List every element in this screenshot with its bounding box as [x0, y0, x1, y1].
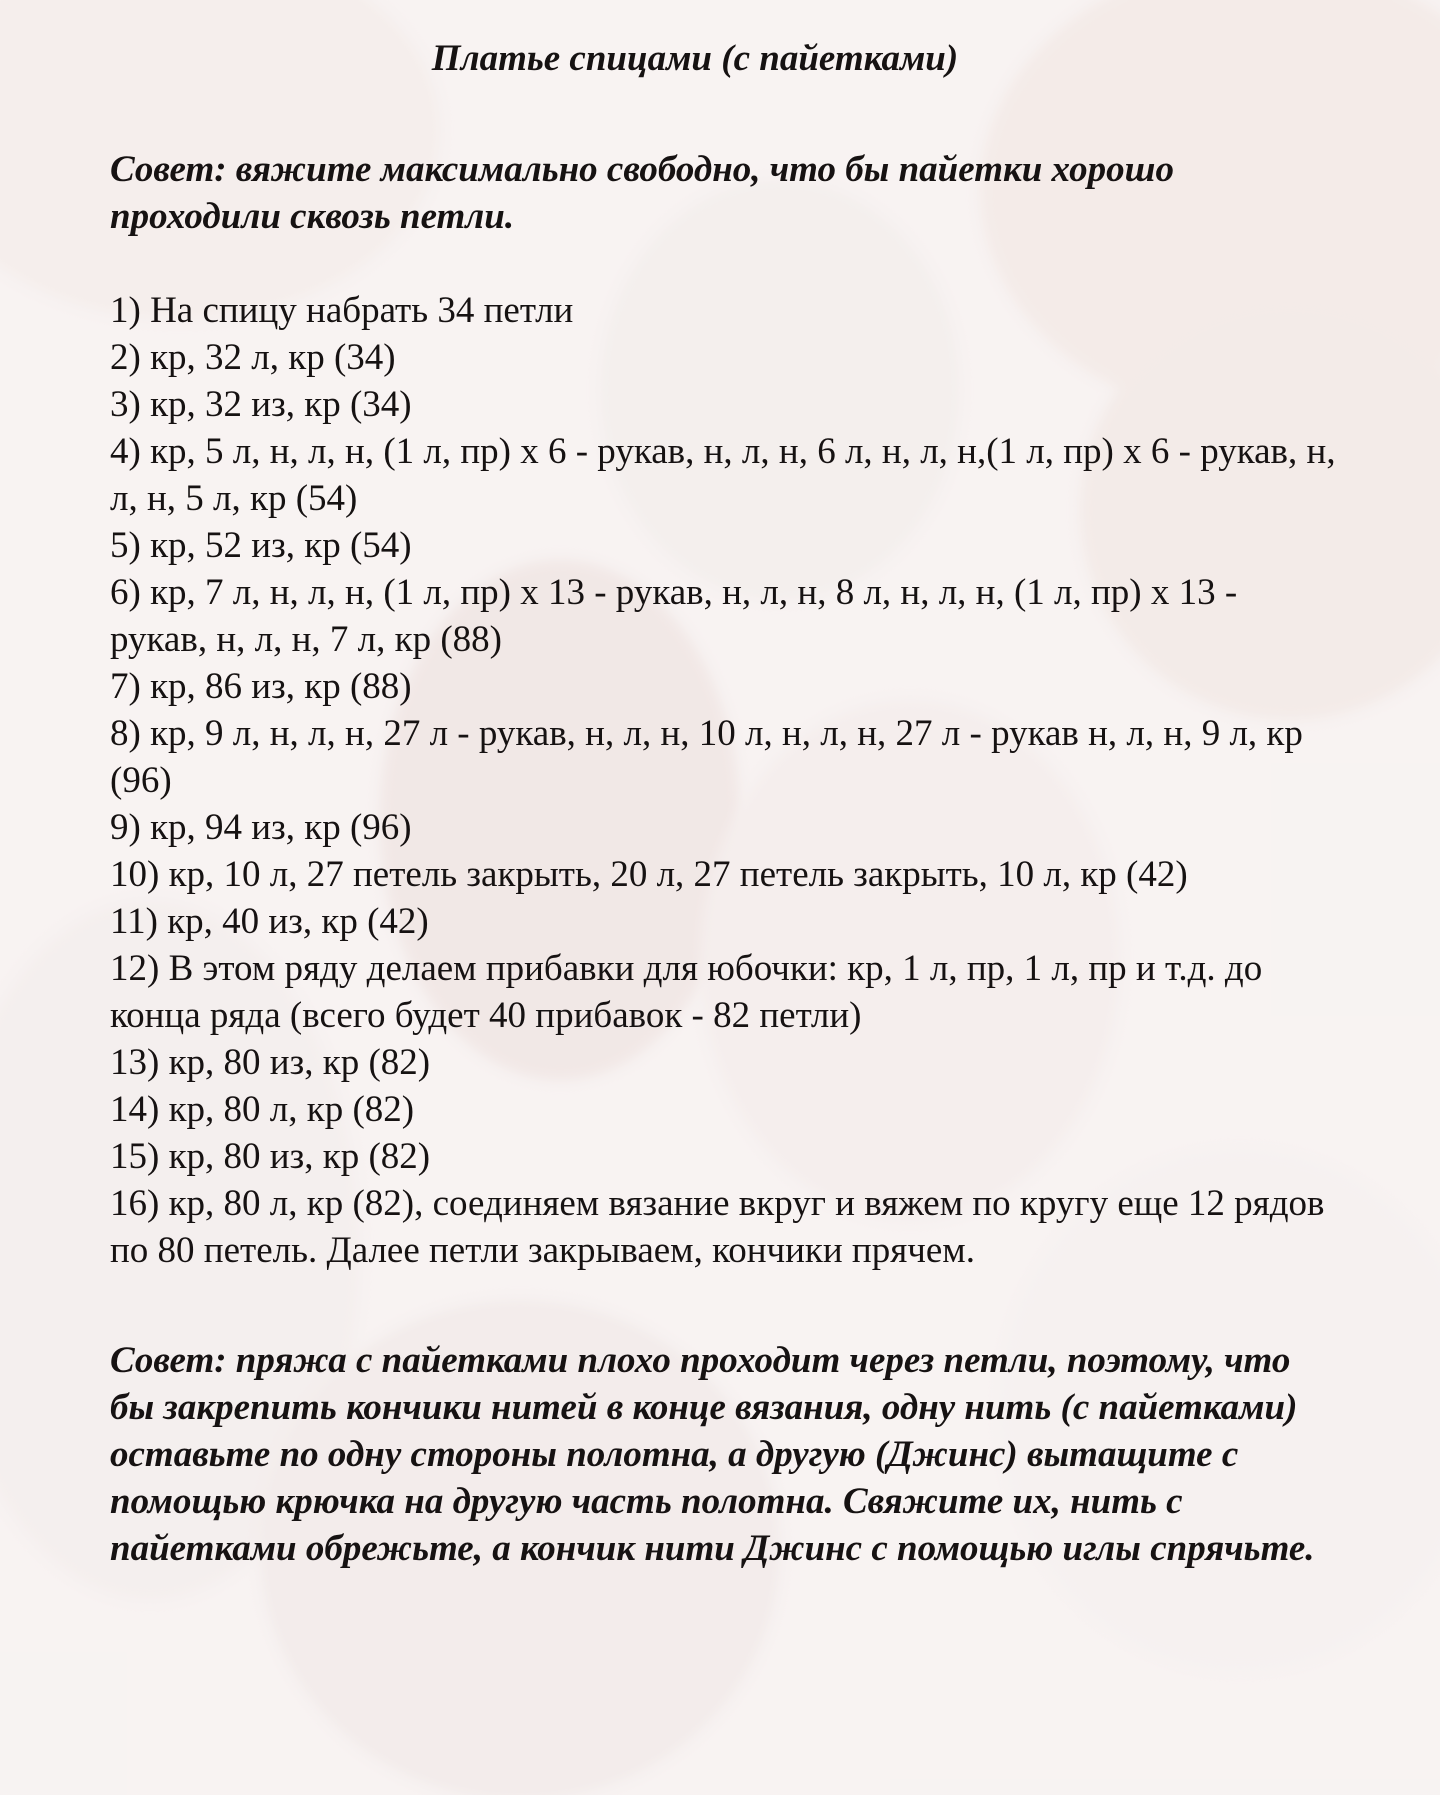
page-title: Платье спицами (с пайетками)	[431, 38, 959, 79]
step-item: 16) кр, 80 л, кр (82), соединяем вязание вкруг и вяжем по кругу еще 12 рядов по 80 петель. Далее петли закрываем, кончики прячем.	[110, 1183, 1325, 1271]
step-item: 14) кр, 80 л, кр (82)	[110, 1089, 415, 1130]
tip-top: Совет: вяжите максимально свободно, что бы пайетки хорошо проходили сквозь петли.	[110, 149, 1174, 237]
step-item: 2) кр, 32 л, кр (34)	[110, 337, 396, 378]
step-item: 1) На спицу набрать 34 петли	[110, 290, 574, 331]
step-item: 9) кр, 94 из, кр (96)	[110, 807, 412, 848]
pattern-document	[110, 30, 1340, 1572]
step-item: 10) кр, 10 л, 27 петель закрыть, 20 л, 27 петель закрыть, 10 л, кр (42)	[110, 854, 1188, 895]
step-item: 3) кр, 32 из, кр (34)	[110, 384, 412, 425]
steps-list	[110, 287, 1340, 1274]
step-item: 8) кр, 9 л, н, л, н, 27 л - рукав, н, л, н, 10 л, н, л, н, 27 л - рукав н, л, н, 9 л, кр (96)	[110, 713, 1303, 801]
step-item: 6) кр, 7 л, н, л, н, (1 л, пр) х 13 - рукав, н, л, н, 8 л, н, л, н, (1 л, пр) х 13 - рукав, н, л, н, 7 л, кр (88)	[110, 572, 1238, 660]
tip-bottom: Совет: пряжа с пайетками плохо проходит через петли, поэтому, что бы закрепить кончики нитей в конце вязания, одну нить (с пайетками) оставьте по одну стороны полотна, а другую (Джинс) вытащите с помощью крючка на другую часть полотна. Свяжите их, нить с пайетками обрежьте, а кончик нити Джинс с помощью иглы спрячьте.	[110, 1340, 1315, 1569]
step-item: 13) кр, 80 из, кр (82)	[110, 1042, 431, 1083]
step-item: 5) кр, 52 из, кр (54)	[110, 525, 412, 566]
step-item: 7) кр, 86 из, кр (88)	[110, 666, 412, 707]
step-item: 4) кр, 5 л, н, л, н, (1 л, пр) х 6 - рукав, н, л, н, 6 л, н, л, н,(1 л, пр) х 6 - рукав, н, л, н, 5 л, кр (54)	[110, 431, 1336, 519]
step-item: 11) кр, 40 из, кр (42)	[110, 901, 429, 942]
step-item: 12) В этом ряду делаем прибавки для юбочки: кр, 1 л, пр, 1 л, пр и т.д. до конца ряда (всего будет 40 прибавок - 82 петли)	[110, 948, 1263, 1036]
step-item: 15) кр, 80 из, кр (82)	[110, 1136, 431, 1177]
